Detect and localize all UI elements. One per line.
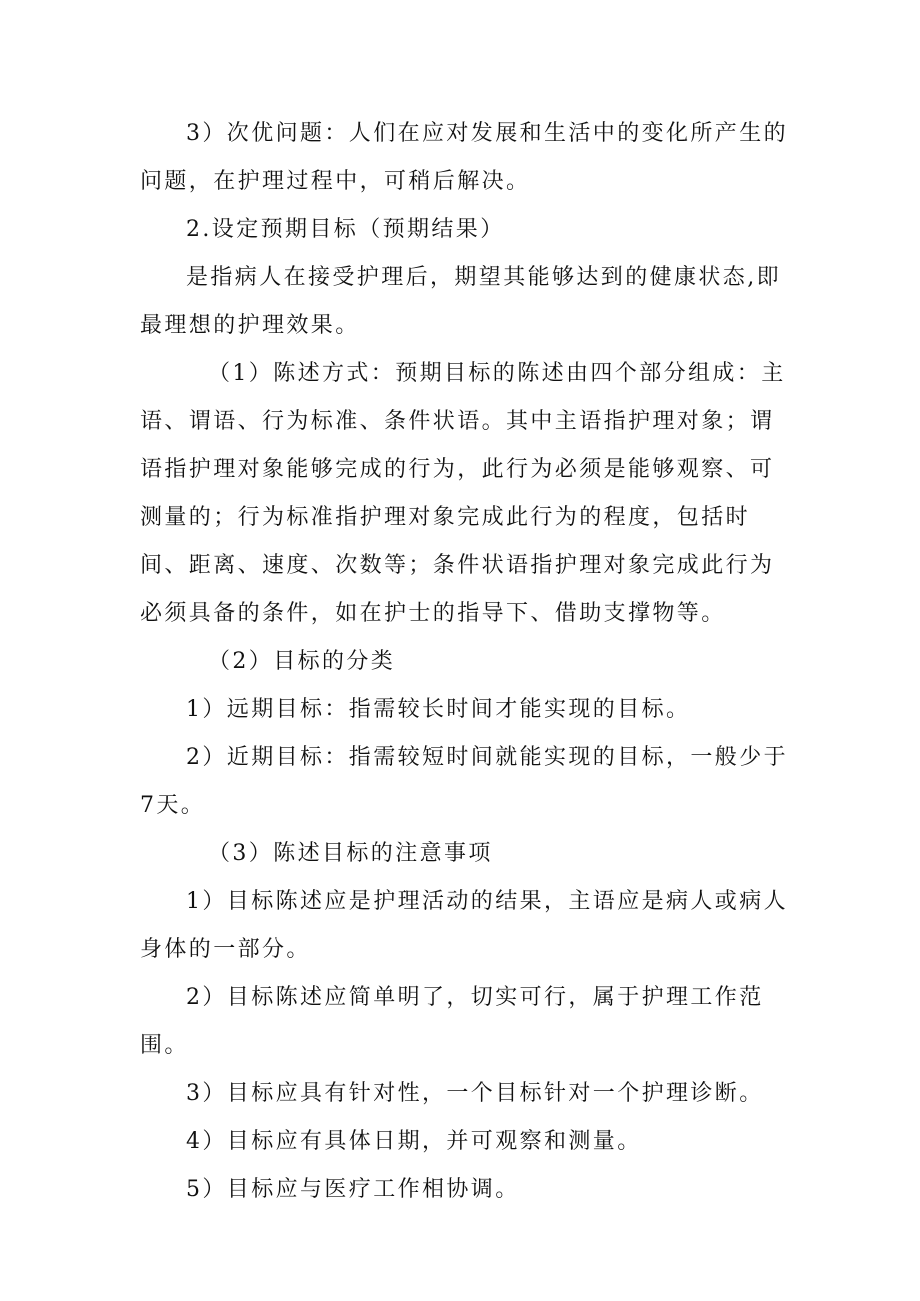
subheading-goal-precautions: （3）陈述目标的注意事项	[208, 841, 493, 866]
list-item-precaution-1: 1）目标陈述应是护理活动的结果，主语应是病人或病人身体的一部分。	[140, 889, 788, 962]
paragraph-goal-definition: 是指病人在接受护理后，期望其能够达到的健康状态,即最理想的护理效果。	[140, 265, 781, 338]
subheading-goal-classification: （2）目标的分类	[208, 649, 396, 674]
list-item-precaution-3: 3）目标应具有针对性，一个目标针对一个护理诊断。	[186, 1081, 764, 1106]
list-item-precaution-4: 4）目标应有具体日期，并可观察和测量。	[186, 1129, 642, 1154]
paragraph-statement-method: （1）陈述方式：预期目标的陈述由四个部分组成：主语、谓语、行为标准、条件状语。其中主语指护理对象；谓语指护理对象能够完成的行为，此行为必须是能够观察、可测量的；行为标准指护理对象完成此行为的程度，包括时间、距离、速度、次数等；条件状语指护理对象完成此行为必须具备的条件，如在护士的指导下、借助支撑物等。	[140, 361, 786, 626]
list-item-short-term-goal: 2）近期目标：指需较短时间就能实现的目标，一般少于7天。	[140, 745, 788, 818]
section-heading-expected-goals: 2.设定预期目标（预期结果）	[186, 217, 505, 242]
list-item-long-term-goal: 1）远期目标：指需较长时间才能实现的目标。	[186, 697, 691, 722]
list-item-precaution-5: 5）目标应与医疗工作相协调。	[186, 1177, 520, 1202]
document-body	[140, 110, 790, 1214]
paragraph-secondary-problem: 3）次优问题：人们在应对发展和生活中的变化所产生的问题，在护理过程中，可稍后解决。	[140, 121, 788, 194]
list-item-precaution-2: 2）目标陈述应简单明了，切实可行，属于护理工作范围。	[140, 985, 764, 1058]
